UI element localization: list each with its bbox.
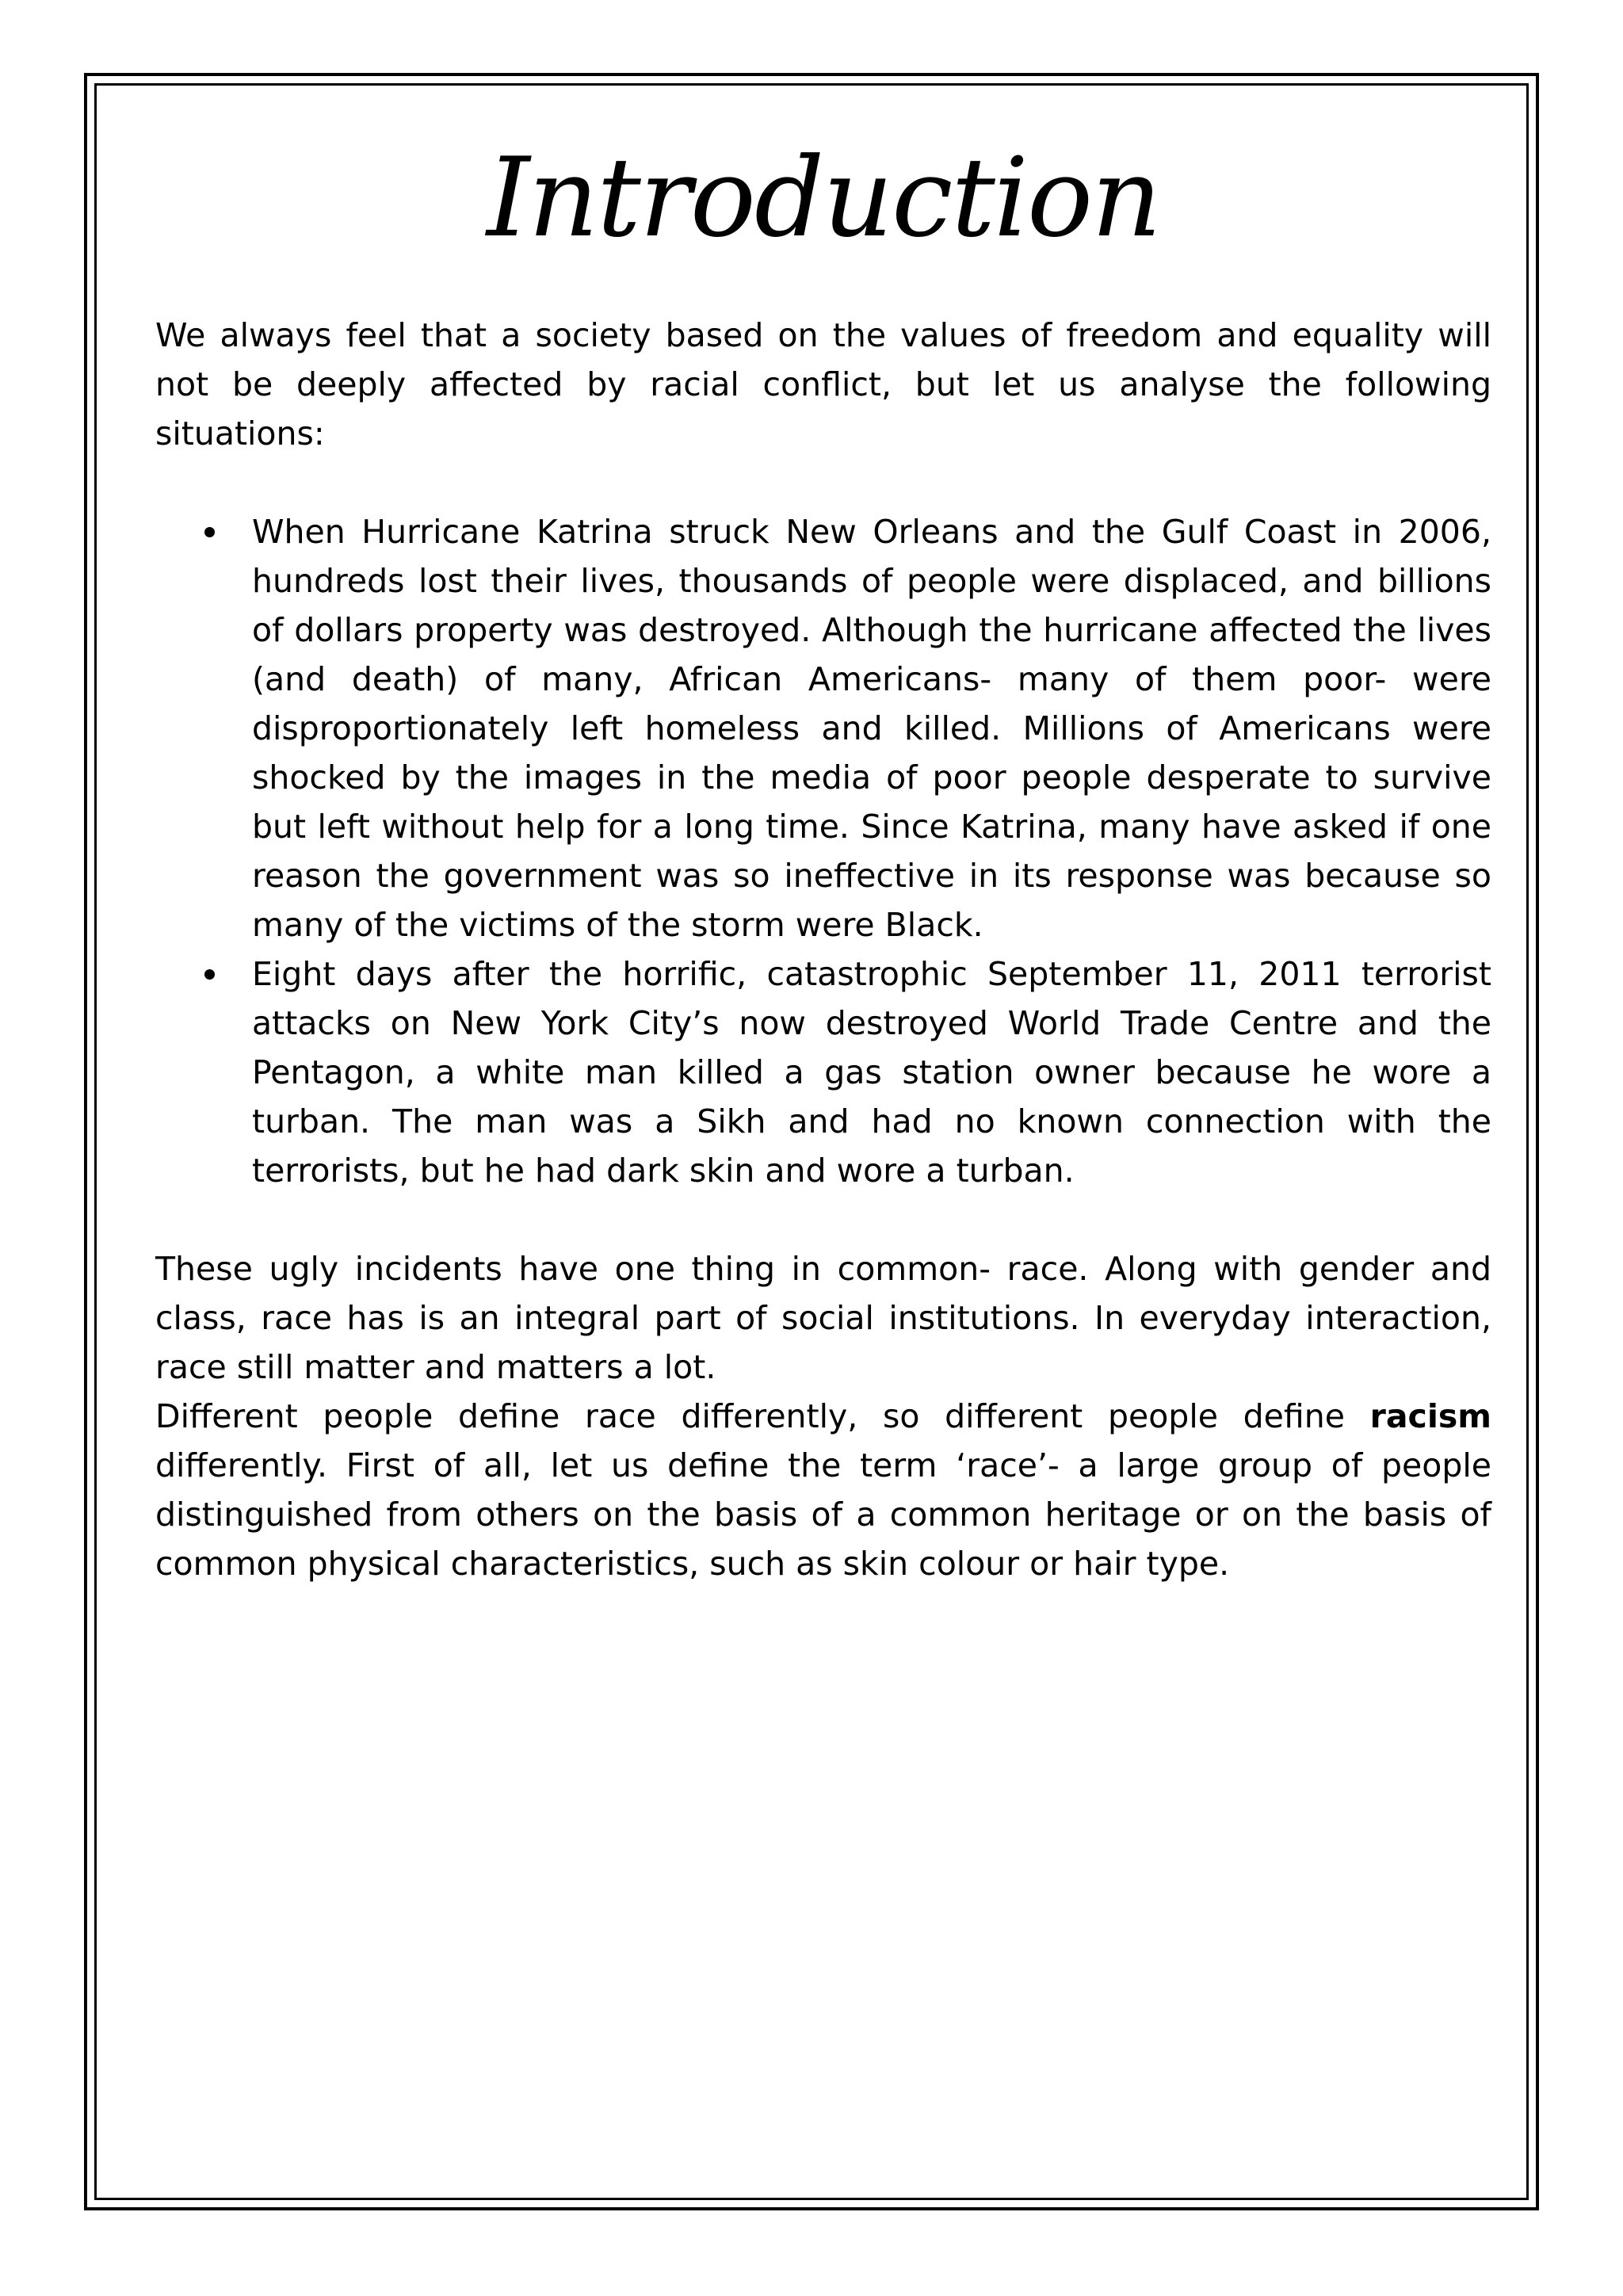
list-item-text: Eight days after the horrific, catastrophic September 11, 2011 terrorist attacks on New York City’s now destroyed World Trade Centre and the Pentagon, a white man killed a gas station owner because he wore a turban. The man was a Sikh and had no known connection with the terrorists, but he had dark skin and wore a turban. [252, 955, 1491, 1190]
closing-paragraph: These ugly incidents have one thing in common- race. Along with gender and class, race has is an integral part of social institutions. In everyday interaction, race still matter and matters a lot. [155, 1250, 1491, 1386]
racism-term: racism [1369, 1397, 1491, 1435]
list-item-text: When Hurricane Katrina struck New Orleans and the Gulf Coast in 2006, hundreds lost their lives, thousands of people were displaced, and billions of dollars property was destroyed. Although the hurricane affected the lives (and death) of many, African Americans- many of them poor- were disproportionately left homeless and killed. Millions of Americans were shocked by the images in the media of poor people desperate to survive but left without help for a long time. Since Katrina, many have asked if one reason the government was so ineffective in its response was because so many of the victims of the storm were Black. [252, 513, 1491, 944]
bullet-icon [204, 969, 215, 980]
list-item [155, 507, 1491, 949]
list-item [155, 949, 1491, 1195]
document-body [155, 127, 1491, 1588]
definition-paragraph [155, 1392, 1491, 1588]
bullet-icon [204, 527, 215, 537]
definition-text-before: Different people define race differently, so different people define [155, 1397, 1370, 1435]
page-title: Introduction [487, 134, 1160, 262]
situations-list [155, 507, 1491, 1195]
definition-text-after: differently. First of all, let us define the term ‘race’- a large group of people distinguished from others on the basis of a common heritage or on the basis of common physical characteristics, such as skin colour or hair type. [155, 1446, 1491, 1583]
intro-paragraph: We always feel that a society based on the values of freedom and equality will not be deeply affected by racial conflict, but let us analyse the following situations: [155, 316, 1491, 453]
